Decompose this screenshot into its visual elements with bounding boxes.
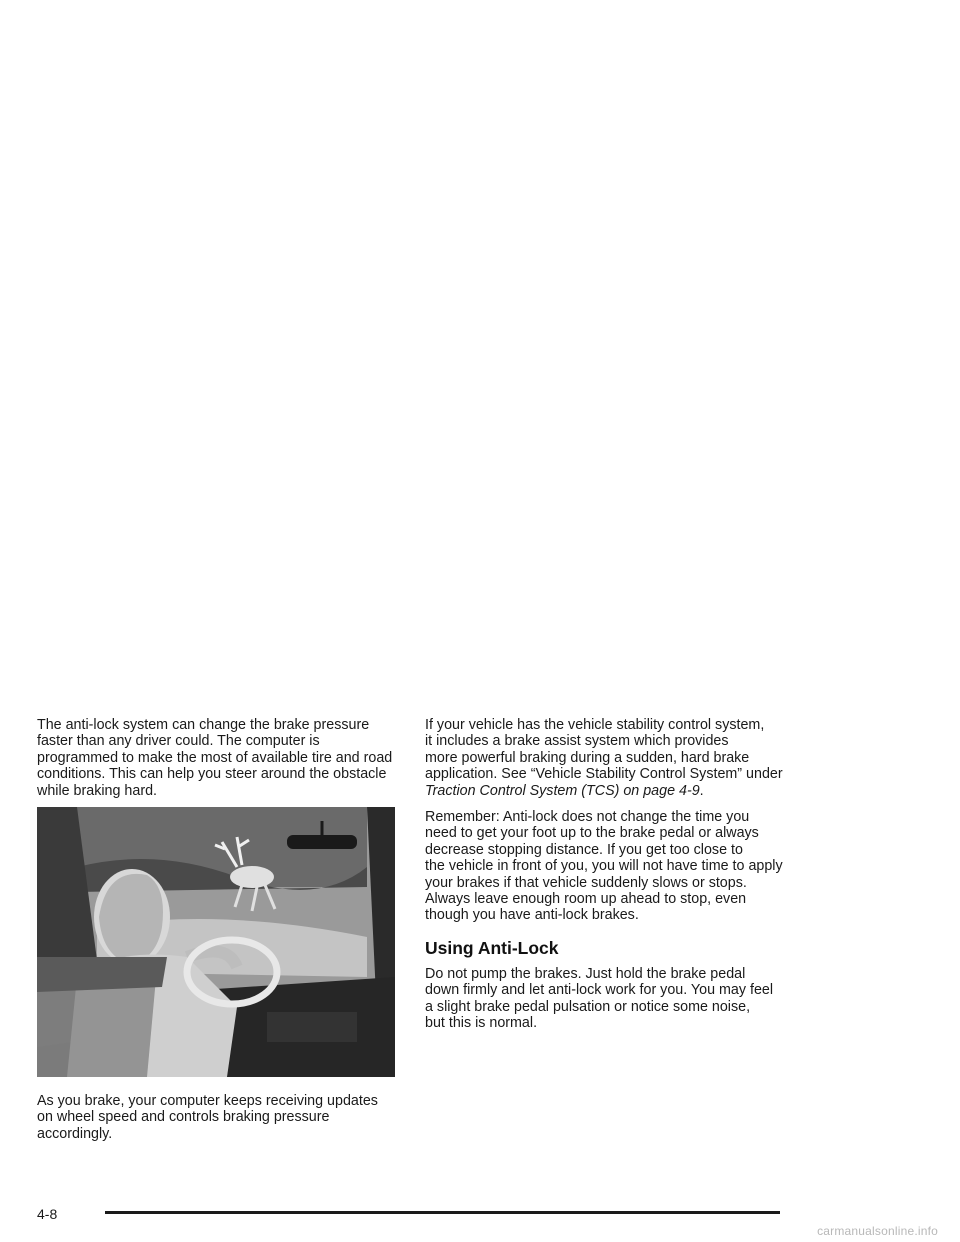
text-line: the vehicle in front of you, you will not have time to apply	[425, 858, 783, 875]
text-line: decrease stopping distance. If you get too close to	[425, 841, 743, 858]
illustration-caption	[37, 1093, 399, 1142]
text-line: conditions. This can help you steer around the obstacle	[37, 766, 387, 783]
text-line: need to get your foot up to the brake pedal or always	[425, 825, 759, 842]
remember-paragraph	[425, 809, 797, 924]
text-line: a slight brake pedal pulsation or notice some noise,	[425, 998, 751, 1015]
text-line: but this is normal.	[425, 1015, 538, 1032]
text-line: application. See “Vehicle Stability Control System” under	[425, 766, 783, 783]
text-line: Always leave enough room up ahead to stop, even	[425, 891, 747, 908]
text-line: while braking hard.	[37, 782, 158, 799]
intro-paragraph	[37, 717, 399, 799]
text-line: faster than any driver could. The computer is	[37, 733, 320, 750]
text-line: your brakes if that vehicle suddenly slows or stops.	[425, 874, 747, 891]
watermark-text: carmanualsonline.info	[817, 1224, 938, 1238]
text-line: As you brake, your computer keeps receiving updates	[37, 1093, 378, 1109]
text-line: more powerful braking during a sudden, hard brake	[425, 749, 750, 766]
text-line: it includes a brake assist system which provides	[425, 733, 729, 750]
sentence-end: .	[699, 782, 704, 799]
text-line: Do not pump the brakes. Just hold the brake pedal	[425, 965, 746, 982]
stability-paragraph	[425, 717, 797, 799]
page-number: 4-8	[37, 1206, 58, 1222]
text-line: If your vehicle has the vehicle stability control system,	[425, 717, 765, 733]
text-line: on wheel speed and controls braking pressure	[37, 1109, 330, 1126]
driver-braking-illustration	[37, 807, 395, 1077]
text-line: The anti-lock system can change the brake pressure	[37, 717, 370, 733]
left-column	[37, 717, 399, 809]
text-line-with-reference	[425, 783, 797, 799]
text-line: Remember: Anti-lock does not change the time you	[425, 809, 750, 826]
text-line: down firmly and let anti-lock work for you. You may feel	[425, 982, 774, 999]
footer-rule	[105, 1211, 780, 1214]
section-heading: Using Anti-Lock	[425, 937, 559, 958]
illustration-drawing	[37, 807, 395, 1077]
text-line: programmed to make the most of available tire and road	[37, 749, 393, 766]
text-line: though you have anti-lock brakes.	[425, 907, 639, 924]
text-line: accordingly.	[37, 1125, 113, 1142]
cross-reference-link[interactable]: Traction Control System (TCS) on page 4-9	[425, 782, 700, 799]
right-column	[425, 717, 797, 1042]
using-anti-lock-paragraph	[425, 966, 797, 1032]
